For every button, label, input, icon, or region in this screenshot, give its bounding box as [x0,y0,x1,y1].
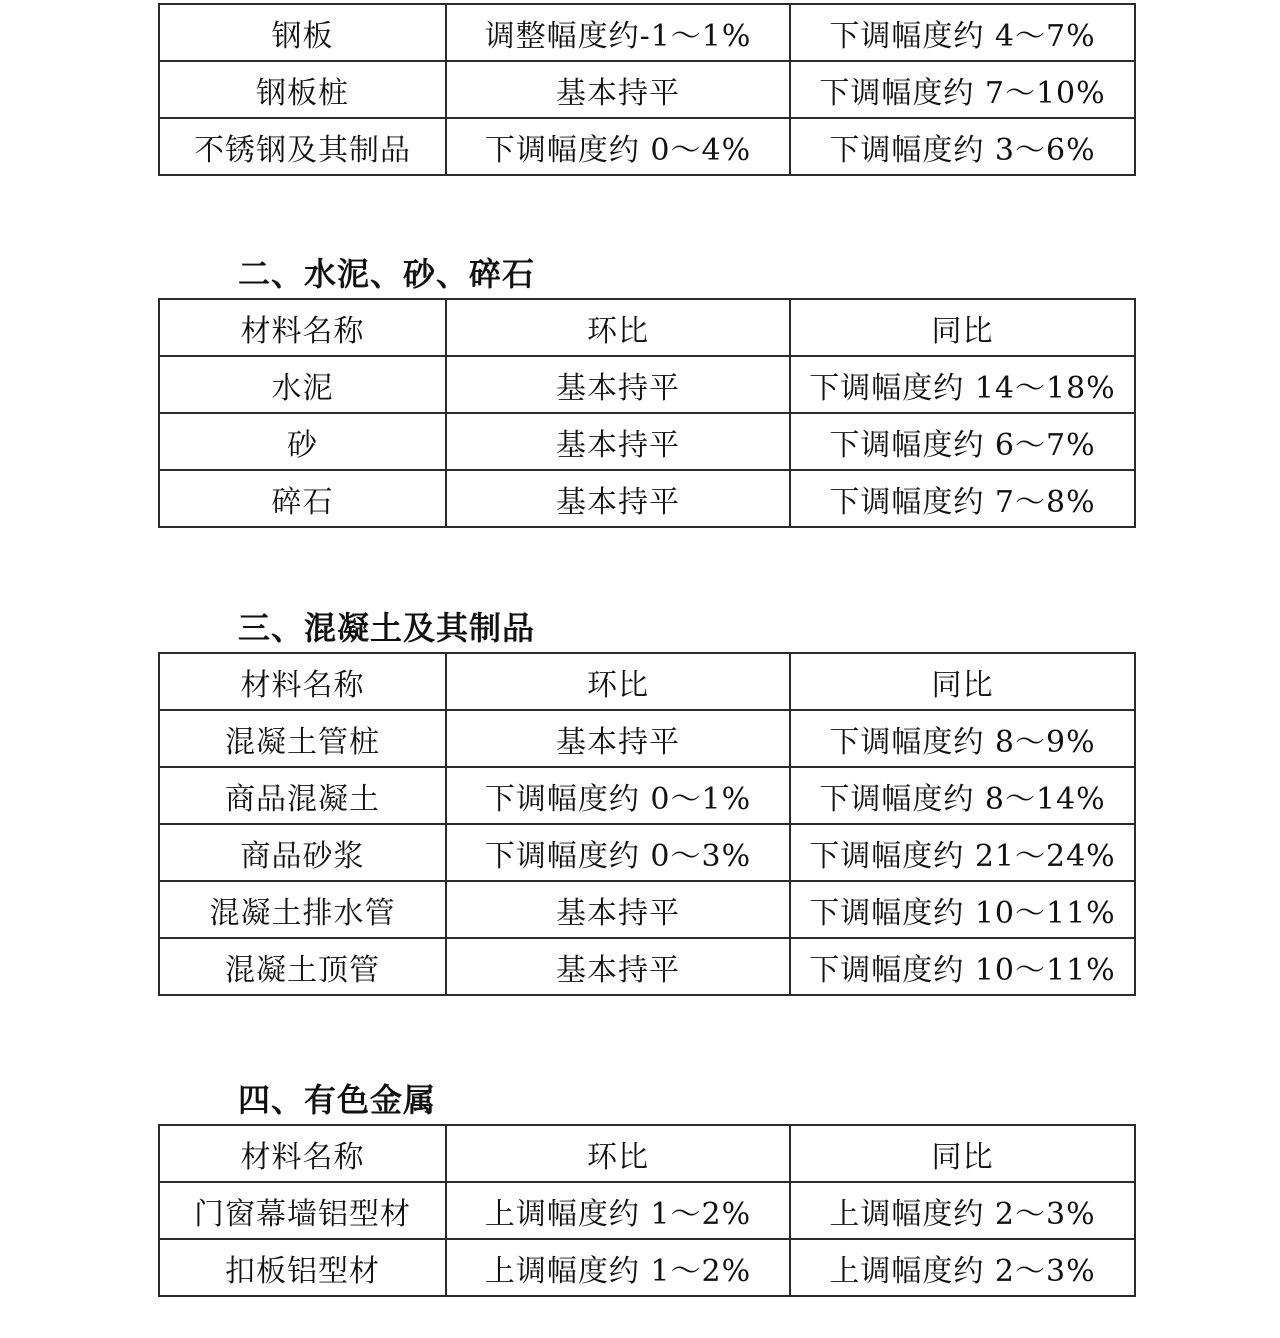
mom-change-cell: 下调幅度约 0～4% [446,118,790,175]
section-heading: 四、有色金属 [238,1081,437,1119]
material-name-cell: 门窗幕墙铝型材 [159,1182,446,1239]
column-header-mom: 环比 [446,299,790,356]
material-name-cell: 混凝土排水管 [159,881,446,938]
table-header-row [159,299,1135,356]
table-header-row [159,1125,1135,1182]
material-name-cell: 扣板铝型材 [159,1239,446,1296]
steel-price-table [158,3,1136,176]
material-name-cell: 混凝土管桩 [159,710,446,767]
yoy-change-cell: 下调幅度约 7～8% [790,470,1135,527]
yoy-change-cell: 下调幅度约 4～7% [790,4,1135,61]
yoy-change-cell: 下调幅度约 7～10% [790,61,1135,118]
material-name-cell: 商品混凝土 [159,767,446,824]
column-header-yoy: 同比 [790,1125,1135,1182]
column-header-mom: 环比 [446,653,790,710]
table-row [159,767,1135,824]
mom-change-cell: 上调幅度约 1～2% [446,1182,790,1239]
table-row [159,881,1135,938]
table-row [159,824,1135,881]
yoy-change-cell: 上调幅度约 2～3% [790,1182,1135,1239]
section-heading: 二、水泥、砂、碎石 [238,255,536,293]
nonferrous-metals-table [158,1124,1136,1297]
material-name-cell: 不锈钢及其制品 [159,118,446,175]
table-row [159,413,1135,470]
material-name-cell: 水泥 [159,356,446,413]
mom-change-cell: 下调幅度约 0～3% [446,824,790,881]
mom-change-cell: 基本持平 [446,413,790,470]
column-header-material: 材料名称 [159,1125,446,1182]
column-header-yoy: 同比 [790,299,1135,356]
mom-change-cell: 基本持平 [446,938,790,995]
yoy-change-cell: 下调幅度约 14～18% [790,356,1135,413]
table-row [159,4,1135,61]
column-header-mom: 环比 [446,1125,790,1182]
yoy-change-cell: 下调幅度约 8～9% [790,710,1135,767]
table-row [159,118,1135,175]
yoy-change-cell: 下调幅度约 10～11% [790,881,1135,938]
material-name-cell: 碎石 [159,470,446,527]
material-name-cell: 钢板 [159,4,446,61]
yoy-change-cell: 下调幅度约 10～11% [790,938,1135,995]
material-name-cell: 砂 [159,413,446,470]
yoy-change-cell: 下调幅度约 6～7% [790,413,1135,470]
concrete-products-table [158,652,1136,996]
yoy-change-cell: 下调幅度约 8～14% [790,767,1135,824]
table-row [159,710,1135,767]
material-name-cell: 钢板桩 [159,61,446,118]
yoy-change-cell: 上调幅度约 2～3% [790,1239,1135,1296]
table-row [159,356,1135,413]
mom-change-cell: 基本持平 [446,356,790,413]
column-header-material: 材料名称 [159,653,446,710]
table-row [159,1239,1135,1296]
mom-change-cell: 基本持平 [446,470,790,527]
mom-change-cell: 基本持平 [446,710,790,767]
mom-change-cell: 下调幅度约 0～1% [446,767,790,824]
table-row [159,1182,1135,1239]
mom-change-cell: 基本持平 [446,881,790,938]
cement-sand-gravel-table [158,298,1136,528]
mom-change-cell: 基本持平 [446,61,790,118]
table-row [159,938,1135,995]
mom-change-cell: 上调幅度约 1～2% [446,1239,790,1296]
column-header-material: 材料名称 [159,299,446,356]
column-header-yoy: 同比 [790,653,1135,710]
material-name-cell: 商品砂浆 [159,824,446,881]
yoy-change-cell: 下调幅度约 3～6% [790,118,1135,175]
table-row [159,470,1135,527]
table-header-row [159,653,1135,710]
material-name-cell: 混凝土顶管 [159,938,446,995]
mom-change-cell: 调整幅度约-1～1% [446,4,790,61]
yoy-change-cell: 下调幅度约 21～24% [790,824,1135,881]
section-heading: 三、混凝土及其制品 [238,609,536,647]
table-row [159,61,1135,118]
